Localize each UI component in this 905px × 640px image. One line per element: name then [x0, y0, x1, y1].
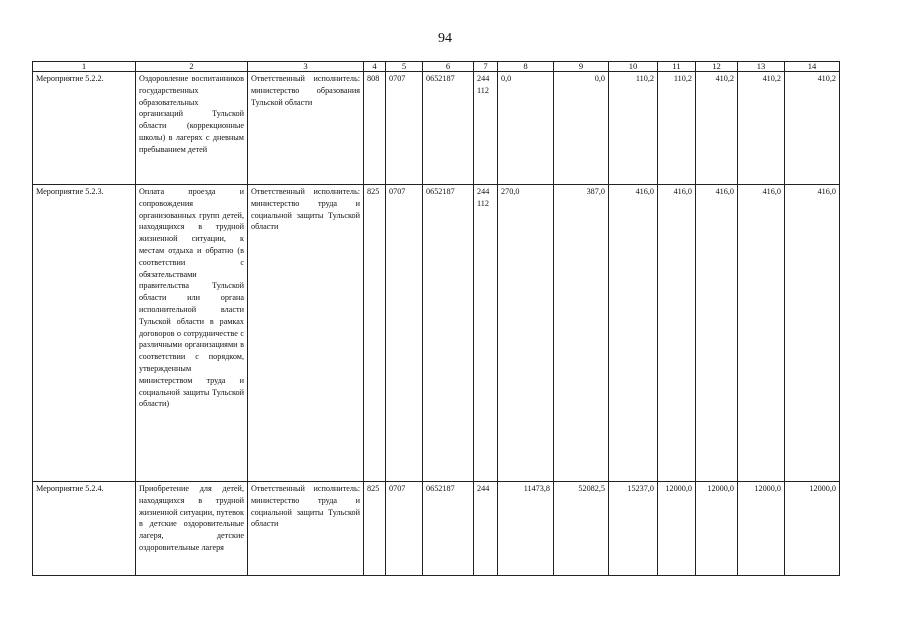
cell-col11: 12000,0: [658, 482, 696, 576]
cell-col13: 416,0: [738, 185, 785, 482]
column-header: 8: [498, 62, 554, 72]
cell-col7: 244: [474, 482, 498, 576]
column-header: 9: [554, 62, 609, 72]
cell-col14: 416,0: [785, 185, 840, 482]
cell-col12: 12000,0: [696, 482, 738, 576]
cell-col4: 808: [364, 72, 386, 185]
cell-col5: 0707: [386, 482, 423, 576]
table-row: [33, 185, 840, 482]
column-header: 14: [785, 62, 840, 72]
column-header: 6: [423, 62, 474, 72]
activity-name: Приобретение для детей, находящихся в трудной жизненной ситуации, путевок в детские оздоровительные лагеря, детские оздоровительные лагеря: [136, 482, 248, 576]
cell-col13: 12000,0: [738, 482, 785, 576]
table-row: [33, 482, 840, 576]
column-header: 10: [609, 62, 658, 72]
column-header: 13: [738, 62, 785, 72]
cell-col5: 0707: [386, 72, 423, 185]
activity-id: Мероприятие 5.2.2.: [33, 72, 136, 185]
cell-col10: 15237,0: [609, 482, 658, 576]
activity-id: Мероприятие 5.2.3.: [33, 185, 136, 482]
cell-col4: 825: [364, 185, 386, 482]
cell-col6: 0652187: [423, 482, 474, 576]
column-header: 12: [696, 62, 738, 72]
page-number: 94: [438, 31, 452, 46]
cell-col14: 12000,0: [785, 482, 840, 576]
cell-col6: 0652187: [423, 72, 474, 185]
cell-col9: 52082,5: [554, 482, 609, 576]
cell-col7: 244 112: [474, 185, 498, 482]
column-header: 11: [658, 62, 696, 72]
cell-col6: 0652187: [423, 185, 474, 482]
column-header: 5: [386, 62, 423, 72]
activity-name: Оздоровление воспитанников государственных образовательных организаций Тульской области (коррекционные школы) в лагерях с дневным пребыванием детей: [136, 72, 248, 185]
cell-col14: 410,2: [785, 72, 840, 185]
cell-col10: 110,2: [609, 72, 658, 185]
cell-col12: 410,2: [696, 72, 738, 185]
column-header: 7: [474, 62, 498, 72]
activity-executor: Ответственный исполнитель: министерство образования Тульской области: [248, 72, 364, 185]
cell-col8: 0,0: [498, 72, 554, 185]
program-activities-table: [32, 61, 840, 576]
column-header: 1: [33, 62, 136, 72]
cell-col9: 387,0: [554, 185, 609, 482]
cell-col5: 0707: [386, 185, 423, 482]
cell-col9: 0,0: [554, 72, 609, 185]
column-header: 3: [248, 62, 364, 72]
activity-executor: Ответственный исполнитель: министерство труда и социальной защиты Тульской области: [248, 482, 364, 576]
cell-col10: 416,0: [609, 185, 658, 482]
activity-id: Мероприятие 5.2.4.: [33, 482, 136, 576]
cell-col12: 416,0: [696, 185, 738, 482]
cell-col8: 270,0: [498, 185, 554, 482]
cell-col4: 825: [364, 482, 386, 576]
cell-col8: 11473,8: [498, 482, 554, 576]
column-header: 2: [136, 62, 248, 72]
column-header: 4: [364, 62, 386, 72]
column-number-row: [33, 62, 840, 72]
cell-col11: 110,2: [658, 72, 696, 185]
table-row: [33, 72, 840, 185]
cell-col13: 410,2: [738, 72, 785, 185]
activity-name: Оплата проезда и сопровождения организованных групп детей, находящихся в трудной жизненной ситуации, к местам отдыха и обратно (в соответствии с обязательствами правительства Тульской области или органа исполнительной власти Тульской области в рамках договоров о сотрудничестве с различными организациями в соответствии с порядком, утвержденным министерством труда и социальной защиты Тульской области): [136, 185, 248, 482]
cell-col7: 244 112: [474, 72, 498, 185]
cell-col11: 416,0: [658, 185, 696, 482]
activity-executor: Ответственный исполнитель: министерство труда и социальной защиты Тульской области: [248, 185, 364, 482]
